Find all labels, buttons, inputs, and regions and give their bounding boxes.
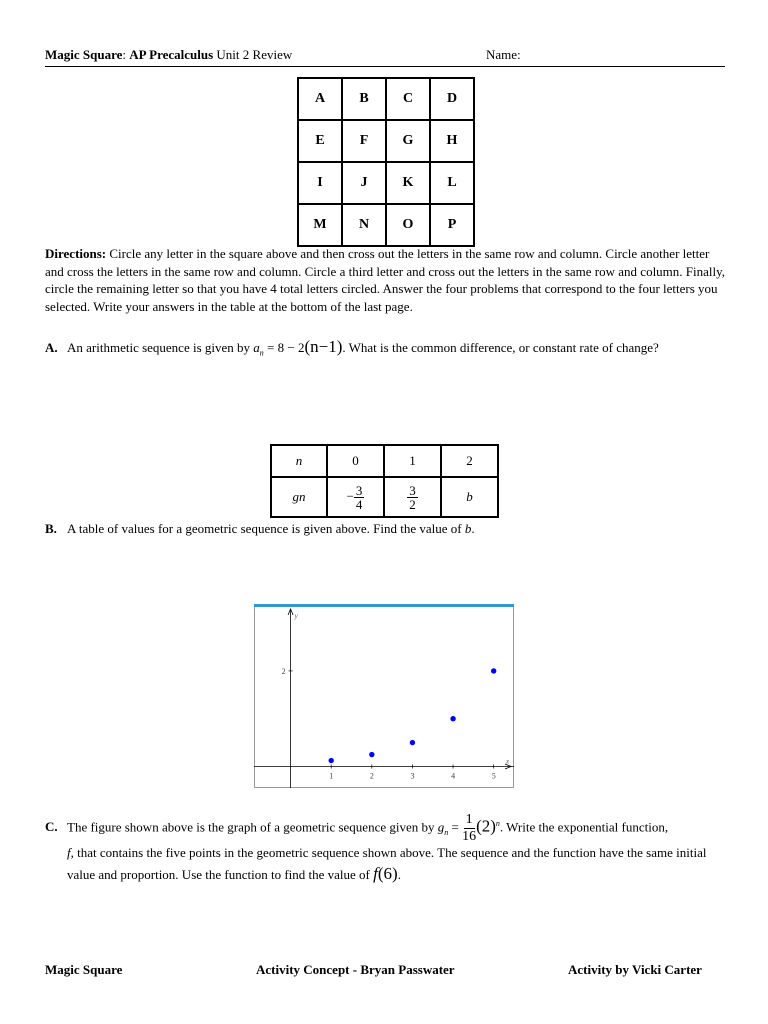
magic-cell[interactable]: K — [386, 162, 430, 204]
table-cell: b — [441, 477, 498, 517]
y-tick-label: 2 — [281, 666, 286, 676]
x-tick-label: 3 — [410, 771, 415, 781]
footer-right: Activity by Vicki Carter — [568, 962, 702, 977]
table-cell: 1 — [384, 445, 441, 477]
graph-frame — [255, 605, 514, 788]
question-b-label: B. — [45, 521, 57, 536]
magic-cell[interactable]: D — [430, 78, 474, 120]
table-cell: $\frac{3}{2}$ — [384, 477, 441, 517]
geometric-sequence-graph — [254, 604, 514, 788]
y-axis-label: y — [294, 612, 298, 620]
question-c-continued: f, that contains the five points in the geometric sequence shown above. The sequence and the function have the same initial value and proportion. Use the function to find the value of f(6). — [67, 845, 707, 883]
question-b: B. A table of values for a geometric sequence is given above. Find the value of b. — [45, 521, 475, 536]
question-c-label: C. — [45, 819, 58, 835]
magic-cell[interactable]: M — [298, 204, 342, 246]
x-tick-label: 1 — [329, 771, 334, 781]
magic-cell[interactable]: G — [386, 120, 430, 162]
footer-center: Activity Concept - Bryan Passwater — [256, 962, 455, 977]
name-label: Name: — [486, 47, 521, 62]
table-cell: − $\frac{3}{4}$ — [327, 477, 384, 517]
x-tick-label: 5 — [491, 771, 496, 781]
table-cell: 2 — [441, 445, 498, 477]
directions-text: Circle any letter in the square above and then cross out the letters in the same row and column. Circle another letter and cross the letters in the same row and column. Circle a third letter and cross out the letters in the same row and column. Finally, circle the remaining letter so that you have 4 total letters circled. Answer the four problems that correspond to the four letters you selected. Write your answers in the table at the bottom of the last page. — [45, 246, 726, 314]
footer-left: Magic Square — [45, 962, 123, 977]
worksheet-title: Magic Square: AP Precalculus Unit 2 Review — [45, 47, 293, 62]
x-tick-label: 2 — [369, 771, 374, 781]
x-tick-label: 4 — [451, 771, 456, 781]
question-a: A. An arithmetic sequence is given by $a_n = 8 - 2(n-1)$. What is the common difference, or constant rate of change? — [45, 337, 659, 358]
x-axis-label: x — [506, 757, 510, 766]
sequence-table — [270, 444, 499, 518]
question-c: C. The figure shown above is the graph of a geometric sequence given by $g_n$ = $\frac{1}{16}$ $(2)^n$. Write the exponential function, — [45, 812, 669, 844]
magic-cell[interactable]: O — [386, 204, 430, 246]
magic-cell[interactable]: A — [298, 78, 342, 120]
header-rule — [45, 66, 725, 67]
magic-cell[interactable]: I — [298, 162, 342, 204]
graph-top-bar — [254, 604, 514, 607]
magic-cell[interactable]: L — [430, 162, 474, 204]
magic-cell[interactable]: N — [342, 204, 386, 246]
directions-paragraph — [45, 245, 730, 315]
directions-label: Directions: — [45, 246, 107, 261]
question-a-label: A. — [45, 340, 58, 355]
magic-cell[interactable]: J — [342, 162, 386, 204]
magic-cell[interactable]: C — [386, 78, 430, 120]
data-point — [491, 668, 496, 673]
magic-cell[interactable]: B — [342, 78, 386, 120]
table-header-n: n — [271, 445, 327, 477]
table-header-gn: gn — [271, 477, 327, 517]
data-point — [410, 740, 415, 745]
magic-square-grid — [297, 77, 475, 247]
magic-cell[interactable]: P — [430, 204, 474, 246]
data-point — [328, 758, 333, 763]
data-point — [369, 752, 374, 757]
magic-cell[interactable]: H — [430, 120, 474, 162]
magic-cell[interactable]: E — [298, 120, 342, 162]
data-point — [450, 716, 455, 721]
magic-cell[interactable]: F — [342, 120, 386, 162]
table-cell: 0 — [327, 445, 384, 477]
